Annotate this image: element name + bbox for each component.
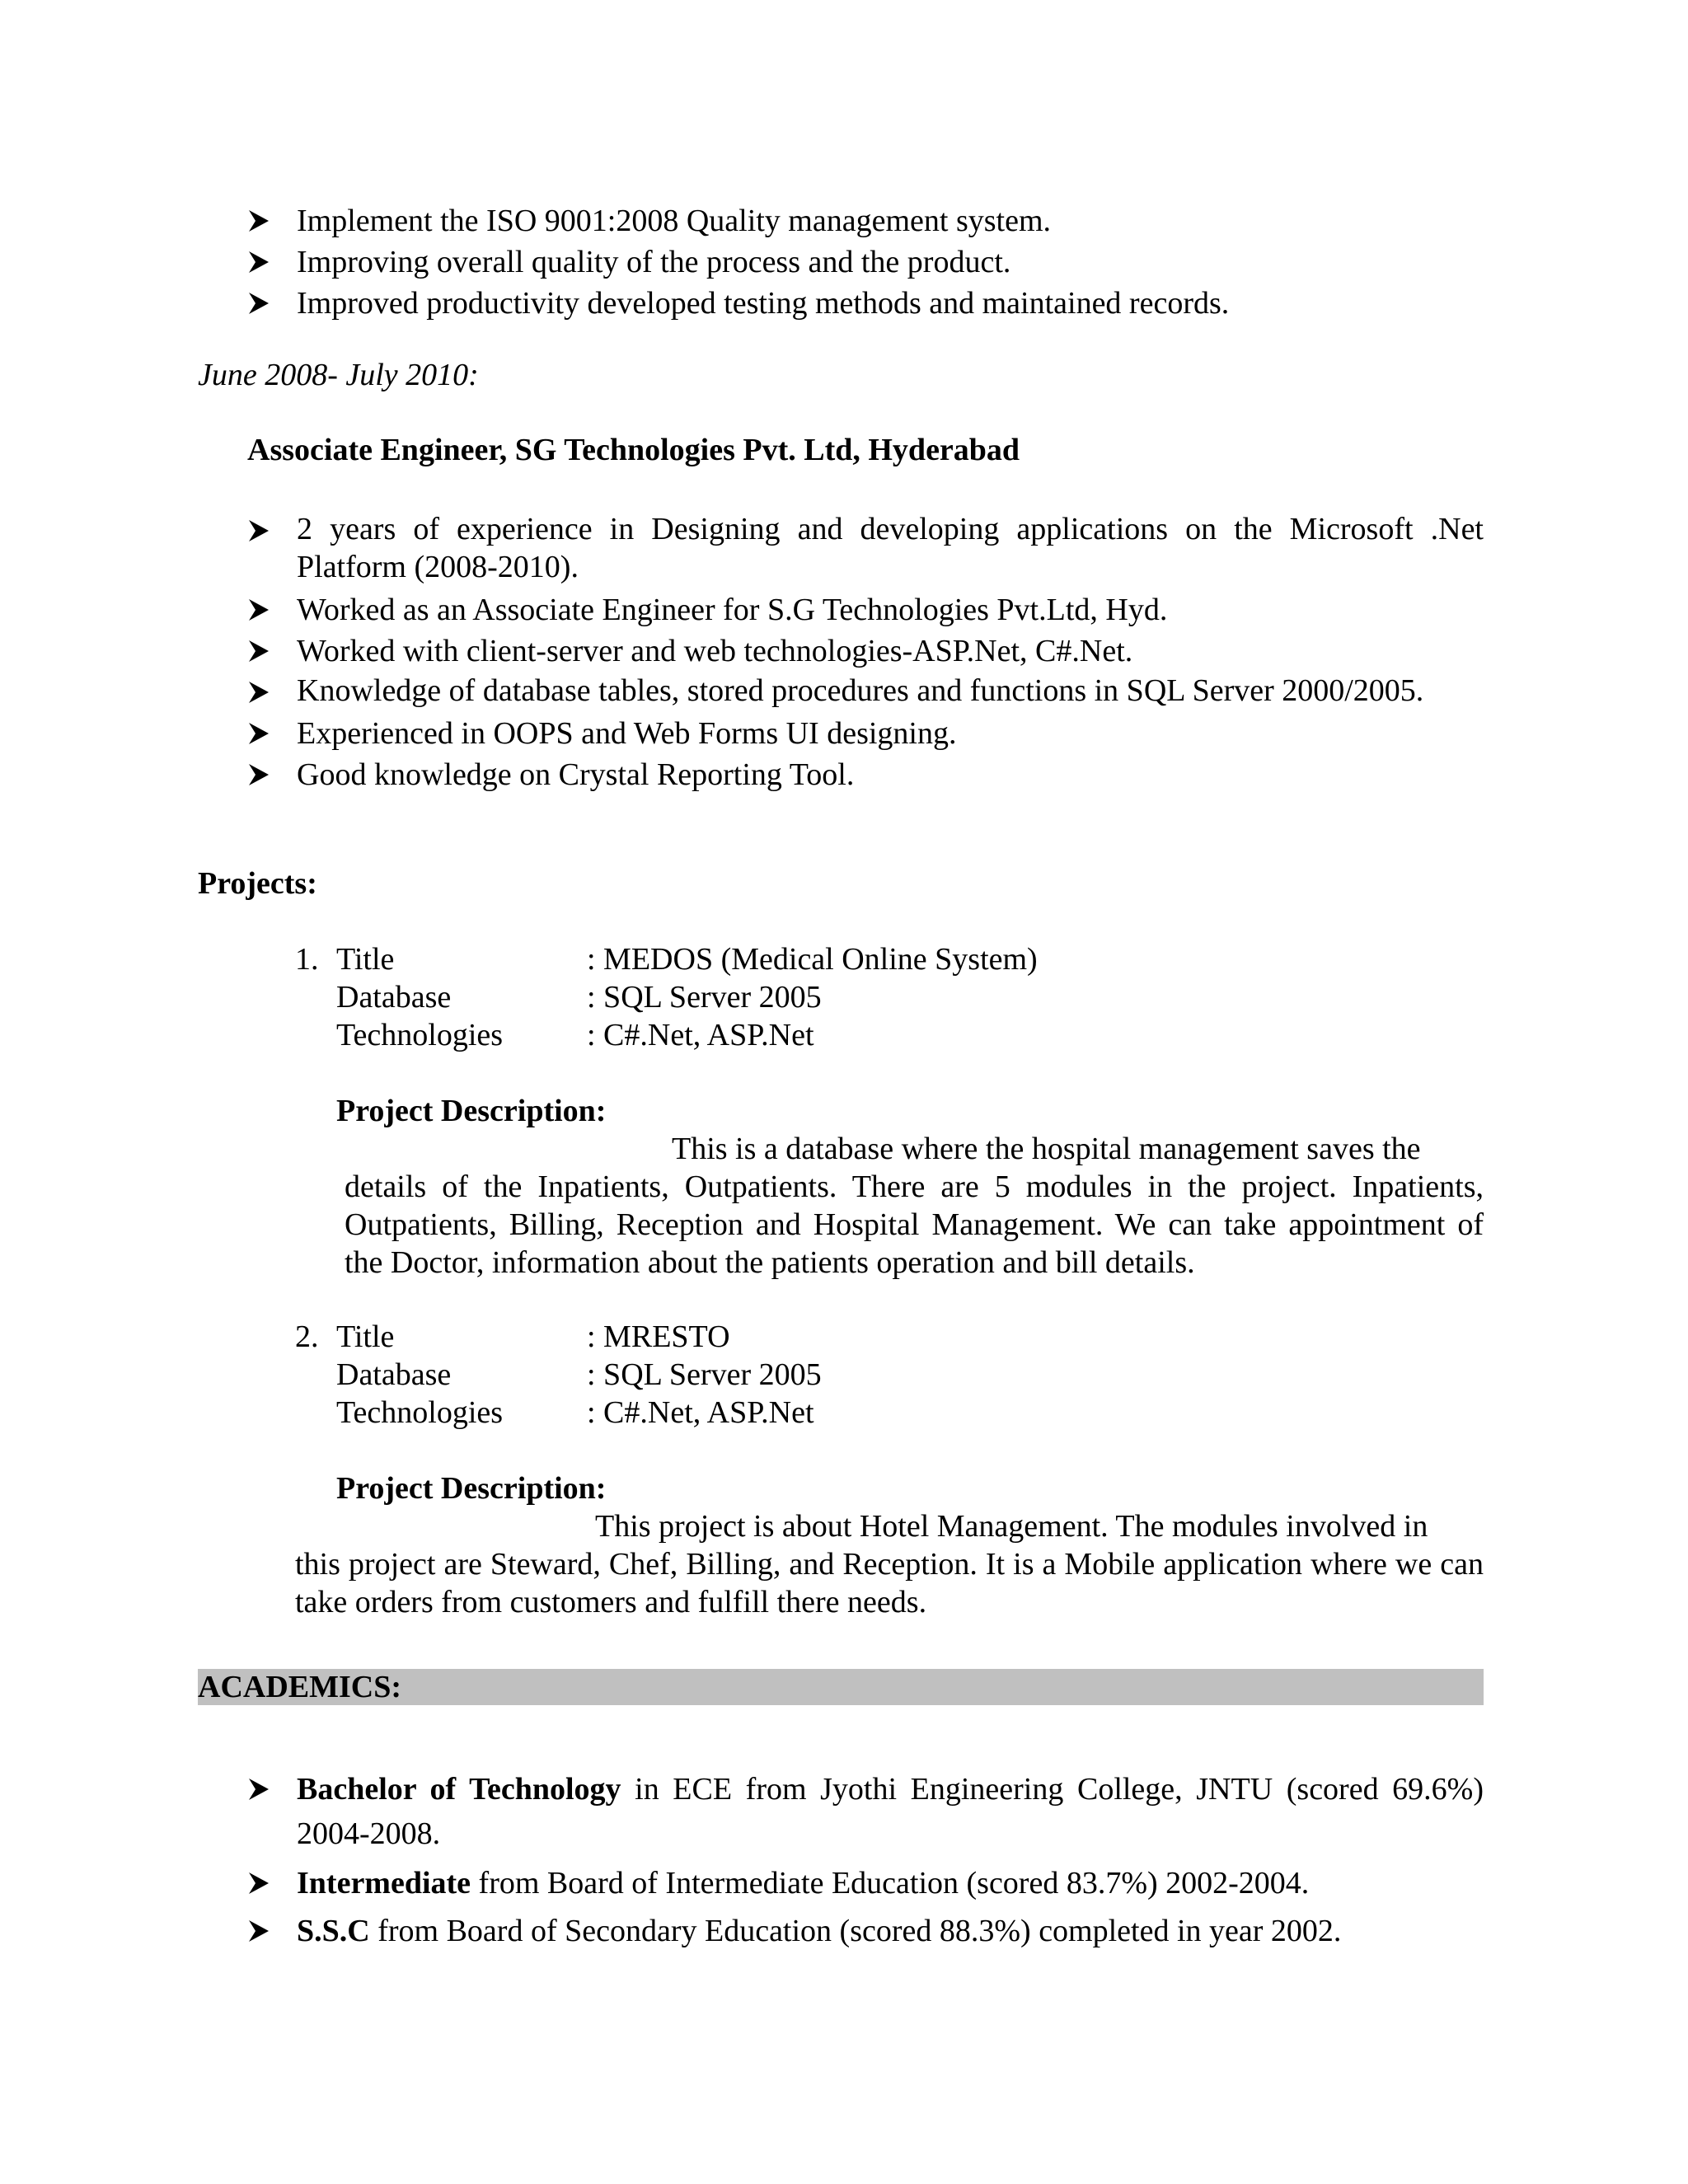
- bullet-text: Improved productivity developed testing methods and maintained records.: [297, 286, 1230, 321]
- field-label-title: Title: [336, 942, 395, 977]
- degree-details: in ECE from Jyothi Engineering College, JNTU (scored 69.6%) 2004-2008.: [297, 1772, 1484, 1851]
- list-item: [297, 241, 1484, 283]
- quality-bullets: [297, 200, 1484, 324]
- field-value-title: : MEDOS (Medical Online System): [587, 942, 1038, 977]
- arrowhead-bullet-icon: [247, 632, 270, 670]
- list-item: [297, 713, 1484, 754]
- field-label-database: Database: [336, 1357, 452, 1392]
- project-description-body: details of the Inpatients, Outpatients. There are 5 modules in the project. Inpatients, Outpatients, Billing, Reception and Hospital Management. We can take appointment of the Doctor, information about the patients operation and bill details.: [345, 1169, 1484, 1280]
- degree-name: S.S.C: [297, 1914, 370, 1948]
- list-item: [297, 754, 1484, 795]
- academics-list: [297, 1767, 1484, 1953]
- list-item: [297, 1767, 1484, 1856]
- list-item: [297, 283, 1484, 324]
- arrowhead-bullet-icon: [247, 591, 270, 629]
- field-label-title: Title: [336, 1319, 395, 1354]
- list-item: [297, 1909, 1484, 1953]
- project-description-first-line: This project is about Hotel Management. The modules involved in: [595, 1509, 1428, 1544]
- job-period: June 2008- July 2010:: [198, 358, 479, 392]
- projects-heading: Projects:: [198, 866, 317, 901]
- list-item: [297, 589, 1484, 630]
- project-description-heading: Project Description:: [336, 1094, 607, 1128]
- bullet-text: Knowledge of database tables, stored procedures and functions in SQL Server 2000/2005.: [297, 673, 1424, 708]
- field-value-title: : MRESTO: [587, 1319, 730, 1354]
- project-number: 2.: [295, 1319, 319, 1354]
- bullet-text: Experienced in OOPS and Web Forms UI designing.: [297, 716, 957, 751]
- arrowhead-bullet-icon: [247, 1770, 270, 1808]
- degree-name: Intermediate: [297, 1866, 471, 1900]
- field-label-technologies: Technologies: [336, 1018, 504, 1052]
- project-description-first-line: This is a database where the hospital management saves the: [672, 1132, 1421, 1166]
- academics-heading: ACADEMICS:: [198, 1670, 401, 1704]
- bullet-text: Worked with client-server and web technologies-ASP.Net, C#.Net.: [297, 634, 1133, 668]
- list-item: [297, 200, 1484, 241]
- list-item: [297, 630, 1484, 672]
- list-item: [297, 1861, 1484, 1905]
- arrowhead-bullet-icon: [247, 202, 270, 240]
- field-value-database: : SQL Server 2005: [587, 1357, 822, 1392]
- list-item: [297, 672, 1484, 710]
- project-description-body: this project are Steward, Chef, Billing, and Reception. It is a Mobile application where we can take orders from customers and fulfill there needs.: [295, 1547, 1484, 1619]
- list-item: [297, 510, 1484, 586]
- arrowhead-bullet-icon: [247, 1912, 270, 1950]
- bullet-text: Worked as an Associate Engineer for S.G Technologies Pvt.Ltd, Hyd.: [297, 593, 1168, 627]
- arrowhead-bullet-icon: [247, 673, 270, 711]
- field-value-database: : SQL Server 2005: [587, 980, 822, 1015]
- field-value-technologies: : C#.Net, ASP.Net: [587, 1018, 814, 1052]
- arrowhead-bullet-icon: [247, 756, 270, 794]
- job-position: Associate Engineer, SG Technologies Pvt. Ltd, Hyderabad: [247, 433, 1020, 467]
- degree-name: Bachelor of Technology: [297, 1772, 621, 1807]
- field-label-technologies: Technologies: [336, 1395, 504, 1430]
- project-number: 1.: [295, 942, 319, 977]
- field-label-database: Database: [336, 980, 452, 1015]
- field-value-technologies: : C#.Net, ASP.Net: [587, 1395, 814, 1430]
- project-description-heading: Project Description:: [336, 1471, 607, 1506]
- arrowhead-bullet-icon: [247, 243, 270, 281]
- arrowhead-bullet-icon: [247, 715, 270, 752]
- bullet-text: Good knowledge on Crystal Reporting Tool.: [297, 757, 855, 792]
- arrowhead-bullet-icon: [247, 512, 270, 550]
- degree-details: from Board of Intermediate Education (scored 83.7%) 2002-2004.: [471, 1866, 1310, 1900]
- arrowhead-bullet-icon: [247, 1864, 270, 1902]
- job-bullets: [297, 510, 1484, 795]
- bullet-text: Implement the ISO 9001:2008 Quality management system.: [297, 204, 1052, 238]
- degree-details: from Board of Secondary Education (scored 88.3%) completed in year 2002.: [369, 1914, 1342, 1948]
- bullet-text: Improving overall quality of the process and the product.: [297, 245, 1011, 279]
- bullet-text: 2 years of experience in Designing and developing applications on the Microsoft .Net Platform (2008-2010).: [297, 512, 1484, 584]
- arrowhead-bullet-icon: [247, 284, 270, 322]
